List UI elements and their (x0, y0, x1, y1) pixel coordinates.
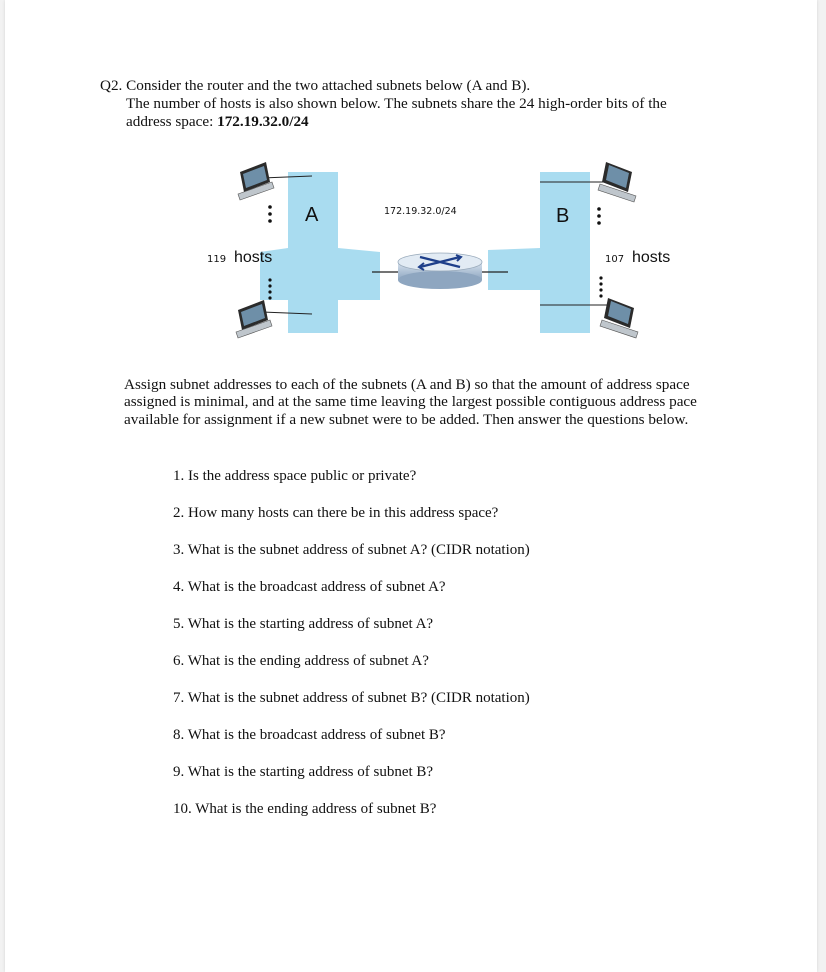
host-computer-icon (598, 162, 636, 202)
question-item: 10. What is the ending address of subnet B? (173, 801, 437, 817)
subnet-a-hosts-label: hosts (234, 249, 273, 266)
host-computer-icon (236, 300, 272, 338)
subnet-a-region (260, 172, 380, 333)
question-item: 6. What is the ending address of subnet A? (173, 653, 429, 669)
subnet-a-label: A (305, 204, 319, 226)
host-computer-icon (600, 298, 638, 338)
subnet-b-hosts-label: hosts (632, 249, 671, 266)
question-item: 1. Is the address space public or private? (173, 468, 417, 484)
ellipsis-dots-icon (268, 205, 272, 223)
subnet-b-host-count: 107 (605, 254, 625, 265)
question-item: 9. What is the starting address of subnet B? (173, 764, 434, 780)
question-item: 5. What is the starting address of subnet A? (173, 616, 434, 632)
question-line-2: The number of hosts is also shown below. The subnets share the 24 high-order bits of the (126, 95, 667, 112)
host-computer-icon (238, 162, 274, 200)
question-line-1: Consider the router and the two attached subnets below (A and B). (126, 77, 531, 94)
subnet-a-host-count: 119 (207, 254, 227, 265)
question-item: 2. How many hosts can there be in this address space? (173, 505, 499, 521)
address-space-value: 172.19.32.0/24 (217, 113, 309, 130)
subnet-b-region (488, 172, 590, 333)
question-line-3-prefix: address space: (126, 113, 214, 130)
question-list (173, 467, 733, 837)
instructions-paragraph: Assign subnet addresses to each of the subnets (A and B) so that the amount of address space assigned is minimal, and at the same time leaving the largest possible contiguous address pace available for assignment if a new subnet were to be added. Then answer the questions below. (124, 376, 697, 428)
question-item: 4. What is the broadcast address of subnet A? (173, 579, 446, 595)
ellipsis-dots-icon (599, 276, 602, 297)
question-number: Q2. (100, 77, 123, 94)
subnet-b-label: B (556, 205, 570, 227)
ellipsis-dots-icon (597, 207, 601, 225)
question-item: 7. What is the subnet address of subnet B? (CIDR notation) (173, 690, 530, 706)
router-icon (398, 253, 482, 289)
question-item: 3. What is the subnet address of subnet A? (CIDR notation) (173, 542, 530, 558)
network-address-label: 172.19.32.0/24 (384, 206, 457, 217)
question-item: 8. What is the broadcast address of subnet B? (173, 727, 446, 743)
